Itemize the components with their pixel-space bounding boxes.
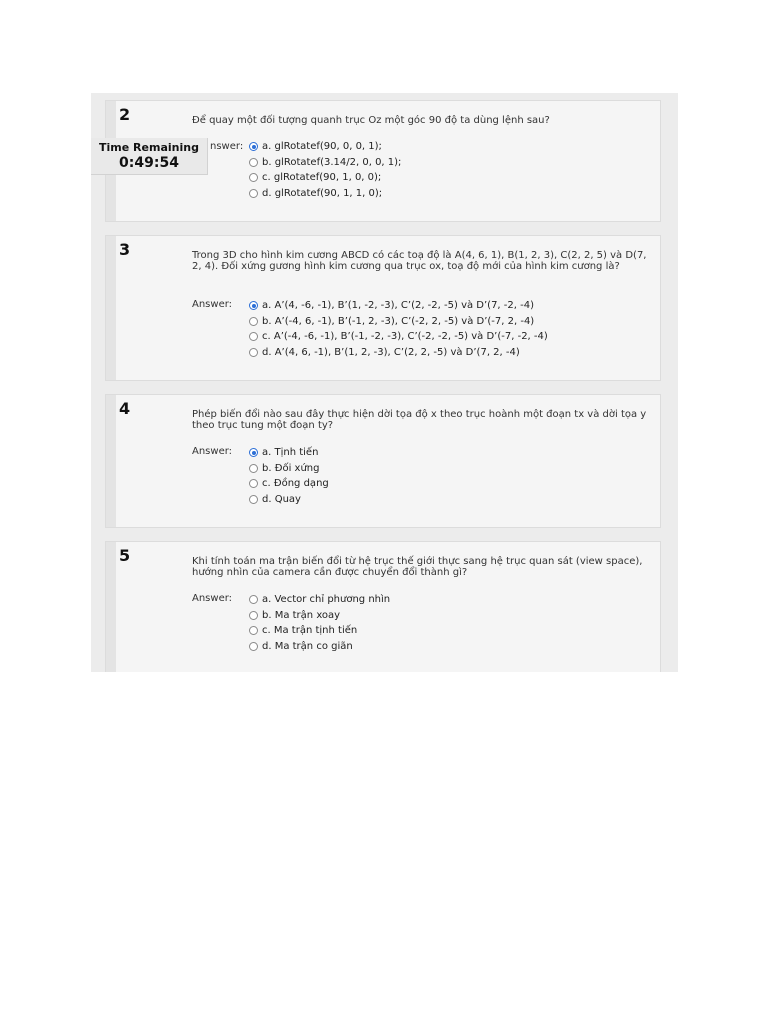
radio-button-icon[interactable]	[249, 173, 258, 182]
option-c[interactable]	[249, 623, 390, 639]
option-label: a. A’(4, -6, -1), B’(1, -2, -3), C’(2, -2, -5) và D’(7, -2, -4)	[262, 300, 534, 312]
option-label: a. Tịnh tiến	[262, 447, 319, 459]
radio-button-icon[interactable]	[249, 317, 258, 326]
option-c[interactable]	[249, 476, 329, 492]
radio-button-icon[interactable]	[249, 189, 258, 198]
radio-button-selected-icon[interactable]	[249, 142, 258, 151]
quiz-page-frame	[91, 93, 678, 672]
option-label: d. Quay	[262, 493, 301, 505]
option-a[interactable]	[249, 592, 390, 608]
option-label: b. A’(-4, 6, -1), B’(-1, 2, -3), C’(-2, 2, -5) và D’(-7, 2, -4)	[262, 315, 535, 327]
radio-button-icon[interactable]	[249, 626, 258, 635]
option-label: a. Vector chỉ phương nhìn	[262, 594, 391, 606]
question-number: 4	[119, 399, 131, 418]
option-label: c. A’(-4, -6, -1), B’(-1, -2, -3), C’(-2, -2, -5) và D’(-7, -2, -4)	[262, 331, 548, 343]
card-stripe	[106, 236, 116, 380]
radio-button-icon[interactable]	[249, 611, 258, 620]
radio-button-icon[interactable]	[249, 464, 258, 473]
answer-options	[249, 445, 329, 507]
card-stripe	[106, 542, 116, 672]
radio-button-icon[interactable]	[249, 348, 258, 357]
question-number: 3	[119, 240, 131, 259]
answer-label: Answer:	[192, 299, 233, 310]
question-number: 2	[119, 105, 131, 124]
question-text: Phép biến đổi nào sau đây thực hiện dời tọa độ x theo trục hoành một đoạn tx và dời tọa y theo trục tung một đoạn ty?	[192, 409, 647, 431]
question-text: Để quay một đối tượng quanh trục Oz một góc 90 độ ta dùng lệnh sau?	[192, 115, 550, 126]
radio-button-selected-icon[interactable]	[249, 301, 258, 310]
option-label: c. glRotatef(90, 1, 0, 0);	[262, 172, 382, 184]
option-d[interactable]	[249, 492, 329, 508]
time-remaining-box	[91, 138, 208, 175]
radio-button-icon[interactable]	[249, 595, 258, 604]
option-a[interactable]	[249, 445, 329, 461]
option-label: b. Đối xứng	[262, 462, 320, 474]
option-b[interactable]	[249, 608, 390, 624]
time-remaining-value: 0:49:54	[119, 155, 179, 171]
option-a[interactable]	[249, 298, 548, 314]
answer-options	[249, 139, 401, 201]
option-a[interactable]	[249, 139, 401, 155]
question-number: 5	[119, 546, 131, 565]
question-card-4	[105, 394, 661, 528]
question-card-3	[105, 235, 661, 381]
option-label: b. Ma trận xoay	[262, 609, 341, 621]
question-card-5	[105, 541, 661, 672]
answer-options	[249, 298, 548, 360]
option-label: d. glRotatef(90, 1, 1, 0);	[262, 187, 383, 199]
option-d[interactable]	[249, 345, 548, 361]
radio-button-icon[interactable]	[249, 479, 258, 488]
time-remaining-label: Time Remaining	[99, 141, 199, 154]
answer-options	[249, 592, 390, 654]
radio-button-icon[interactable]	[249, 642, 258, 651]
card-stripe	[106, 395, 116, 527]
option-b[interactable]	[249, 155, 401, 171]
option-label: d. A’(4, 6, -1), B’(1, 2, -3), C’(2, 2, -5) và D’(7, 2, -4)	[262, 346, 520, 358]
option-label: c. Ma trận tịnh tiến	[262, 625, 358, 637]
option-d[interactable]	[249, 639, 390, 655]
option-label: c. Đồng dạng	[262, 478, 329, 490]
option-label: b. glRotatef(3.14/2, 0, 0, 1);	[262, 156, 402, 168]
option-d[interactable]	[249, 186, 401, 202]
answer-label: Answer:	[192, 593, 233, 604]
option-c[interactable]	[249, 170, 401, 186]
option-c[interactable]	[249, 329, 548, 345]
answer-label: Answer:	[192, 446, 233, 457]
answer-label: nswer:	[210, 141, 244, 152]
option-label: d. Ma trận co giãn	[262, 640, 353, 652]
option-b[interactable]	[249, 314, 548, 330]
option-label: a. glRotatef(90, 0, 0, 1);	[262, 141, 382, 153]
question-text: Khi tính toán ma trận biến đổi từ hệ trục thế giới thực sang hệ trục quan sát (view space), hướng nhìn của camera cần được chuyển đổi thành gì?	[192, 556, 643, 578]
option-b[interactable]	[249, 461, 329, 477]
radio-button-icon[interactable]	[249, 495, 258, 504]
question-text: Trong 3D cho hình kim cương ABCD có các toạ độ là A(4, 6, 1), B(1, 2, 3), C(2, 2, 5) và D(7, 2, 4). Đối xứng gương hình kim cương qua trục ox, toạ độ mới của hình kim cương là?	[192, 250, 647, 272]
radio-button-icon[interactable]	[249, 332, 258, 341]
radio-button-selected-icon[interactable]	[249, 448, 258, 457]
radio-button-icon[interactable]	[249, 158, 258, 167]
